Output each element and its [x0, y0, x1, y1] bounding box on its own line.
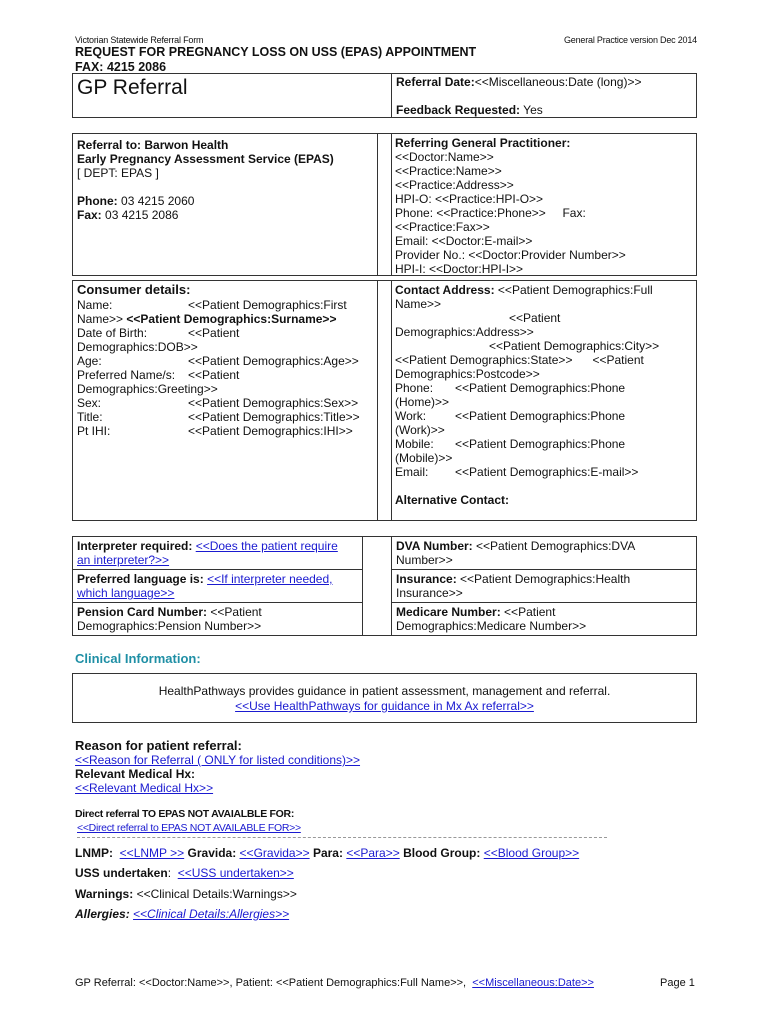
- form-fax: FAX: 4215 2086: [75, 60, 167, 74]
- interpreter-link[interactable]: <<Does the patient require: [195, 539, 338, 553]
- footer-date-link[interactable]: <<Miscellaneous:Date>>: [472, 977, 594, 989]
- pref-value[interactable]: <<Patient: [188, 368, 240, 382]
- page-number: Page 1: [660, 977, 695, 989]
- dob-value[interactable]: Demographics:DOB>>: [77, 340, 198, 354]
- sex-value[interactable]: <<Patient Demographics:Sex>>: [188, 396, 359, 410]
- ihi-value[interactable]: <<Patient Demographics:IHI>>: [188, 424, 353, 438]
- divider: [377, 280, 378, 521]
- consumer-heading: Consumer details:: [77, 282, 191, 297]
- contact-addr[interactable]: <<Patient: [509, 311, 561, 325]
- feedback-value[interactable]: Yes: [523, 103, 543, 117]
- referral-fax: 03 4215 2086: [105, 208, 179, 222]
- para-label: Para:: [312, 846, 343, 860]
- referral-phone: 03 4215 2060: [121, 194, 195, 208]
- referral-date-label: Referral Date:: [396, 75, 475, 89]
- form-version: General Practice version Dec 2014: [564, 35, 697, 45]
- email-label: Email:: [395, 465, 429, 479]
- referral-phone-label: Phone:: [77, 194, 118, 208]
- direct-link[interactable]: <<Direct referral to EPAS NOT AVAILABLE FOR>>: [77, 822, 301, 834]
- pension-value[interactable]: Demographics:Pension Number>>: [77, 619, 262, 633]
- divider: [391, 133, 392, 276]
- pref-label: Preferred Name/s:: [77, 368, 176, 382]
- interpreter-cell: [77, 539, 338, 567]
- allergies-label: Allergies:: [75, 907, 130, 921]
- blood-link[interactable]: <<Blood Group>>: [483, 846, 580, 860]
- medicare-label: Medicare Number:: [396, 605, 501, 619]
- medicare-value[interactable]: <<Patient: [504, 605, 556, 619]
- reason-link[interactable]: <<Reason for Referral ( ONLY for listed conditions)>>: [75, 753, 361, 767]
- mobile-value[interactable]: (Mobile)>>: [395, 451, 453, 465]
- sex-label: Sex:: [77, 396, 102, 410]
- insurance-value[interactable]: Insurance>>: [396, 586, 463, 600]
- age-value[interactable]: <<Patient Demographics:Age>>: [188, 354, 359, 368]
- blood-label: Blood Group:: [403, 846, 481, 860]
- referral-date-value[interactable]: <<Miscellaneous:Date (long)>>: [474, 75, 642, 89]
- gp-line: Email: <<Doctor:E-mail>>: [395, 234, 533, 248]
- contact-postcode[interactable]: Demographics:Postcode>>: [395, 367, 540, 381]
- age-label: Age:: [77, 354, 102, 368]
- work-value[interactable]: <<Patient Demographics:Phone: [455, 409, 626, 423]
- gp-line: HPI-O: <<Practice:HPI-O>>: [395, 192, 544, 206]
- gp-line: <<Practice:Address>>: [395, 178, 514, 192]
- healthpathways-box: [72, 673, 697, 723]
- allergies-row: [75, 907, 289, 921]
- contact-addr[interactable]: Demographics:Address>>: [395, 325, 534, 339]
- divider: [391, 73, 392, 118]
- form-title: REQUEST FOR PREGNANCY LOSS ON USS (EPAS) APPOINTMENT: [75, 45, 477, 59]
- gp-line: <<Practice:Fax>>: [395, 220, 490, 234]
- referral-to-label: Referral to:: [77, 138, 142, 152]
- phone-value[interactable]: (Home)>>: [395, 395, 450, 409]
- divider: [391, 569, 697, 570]
- feedback: [396, 103, 543, 117]
- pension-cell: [77, 605, 262, 633]
- language-label: Preferred language is:: [77, 572, 204, 586]
- medicare-value[interactable]: Demographics:Medicare Number>>: [396, 619, 587, 633]
- lnmp-label: LNMP:: [75, 846, 113, 860]
- email-value[interactable]: <<Patient Demographics:E-mail>>: [455, 465, 639, 479]
- divider: [391, 602, 697, 603]
- pension-label: Pension Card Number:: [77, 605, 208, 619]
- consumer-details: [77, 298, 377, 438]
- allergies-link[interactable]: <<Clinical Details:Allergies>>: [133, 907, 290, 921]
- dva-value[interactable]: Number>>: [396, 553, 453, 567]
- uss-link[interactable]: <<USS undertaken>>: [177, 866, 294, 880]
- footer: [75, 977, 594, 989]
- direct-label: Direct referral TO EPAS NOT AVAIALBLE FOR:: [75, 808, 295, 820]
- footer-text: GP Referral: <<Doctor:Name>>, Patient: <<Patient Demographics:Full Name>>,: [75, 977, 467, 989]
- divider: [391, 280, 392, 521]
- pension-value[interactable]: <<Patient: [210, 605, 262, 619]
- hx-label: Relevant Medical Hx:: [75, 767, 196, 781]
- contact-addr[interactable]: <<Patient Demographics:Full: [497, 283, 653, 297]
- feedback-label: Feedback Requested:: [396, 103, 521, 117]
- divider: [72, 602, 362, 603]
- phone-value[interactable]: <<Patient Demographics:Phone: [455, 381, 626, 395]
- uss-row: USS undertaken: <<USS undertaken>>: [75, 866, 294, 880]
- form-name: Victorian Statewide Referral Form: [75, 35, 204, 45]
- referring-gp-label: Referring General Practitioner:: [395, 136, 571, 150]
- divider: [72, 569, 362, 570]
- divider: [377, 133, 378, 276]
- contact-city[interactable]: <<Patient Demographics:City>>: [489, 339, 660, 353]
- divider: [362, 536, 363, 636]
- divider: [77, 837, 607, 838]
- warnings-row: [75, 887, 297, 901]
- dob-label: Date of Birth:: [77, 326, 148, 340]
- warnings-label: Warnings:: [75, 887, 134, 901]
- language-cell: [77, 572, 332, 600]
- contact-addr[interactable]: Name>>: [395, 297, 442, 311]
- clinical-heading: Clinical Information:: [75, 651, 201, 666]
- insurance-label: Insurance:: [396, 572, 457, 586]
- medicare-cell: [396, 605, 586, 633]
- referral-date: [396, 75, 641, 89]
- referral-to-service: Early Pregnancy Assessment Service (EPAS): [77, 152, 334, 166]
- insurance-cell: [396, 572, 630, 600]
- surname-value[interactable]: <<Patient Demographics:Surname>>: [126, 312, 337, 326]
- interpreter-link[interactable]: an interpreter?>>: [77, 553, 170, 567]
- work-label: Work:: [395, 409, 427, 423]
- reason-heading: Reason for patient referral:: [75, 738, 242, 753]
- referral-fax-label: Fax:: [77, 208, 102, 222]
- gp-line: <<Practice:Name>>: [395, 164, 502, 178]
- gp-line: HPI-I: <<Doctor:HPI-I>>: [395, 262, 524, 276]
- dva-cell: [396, 539, 635, 567]
- name-label: Name:: [77, 298, 113, 312]
- alt-contact-label: Alternative Contact:: [395, 493, 510, 507]
- page-title: GP Referral: [77, 76, 188, 99]
- work-value[interactable]: (Work)>>: [395, 423, 445, 437]
- lnmp-link[interactable]: <<LNMP >>: [119, 846, 185, 860]
- referral-to-dept: [ DEPT: EPAS ]: [77, 166, 159, 180]
- hx-link[interactable]: <<Relevant Medical Hx>>: [75, 781, 214, 795]
- divider: [391, 536, 392, 636]
- mobile-label: Mobile:: [395, 437, 434, 451]
- title-value[interactable]: <<Patient Demographics:Title>>: [188, 410, 360, 424]
- language-link[interactable]: which language>>: [77, 586, 175, 600]
- lnmp-row: [75, 846, 579, 860]
- pref-value[interactable]: Demographics:Greeting>>: [77, 382, 218, 396]
- dob-value[interactable]: <<Patient: [188, 326, 240, 340]
- contact-details: [395, 283, 695, 507]
- referral-to-org: Barwon Health: [144, 138, 229, 152]
- mobile-value[interactable]: <<Patient Demographics:Phone: [455, 437, 626, 451]
- name-value[interactable]: Name>>: [77, 312, 124, 326]
- name-value[interactable]: <<Patient Demographics:First: [188, 298, 347, 312]
- interpreter-label: Interpreter required:: [77, 539, 193, 553]
- title-label: Title:: [77, 410, 103, 424]
- referral-to: [77, 138, 372, 222]
- contact-state[interactable]: <<Patient Demographics:State>> <<Patient: [395, 353, 644, 367]
- gp-line: Phone: <<Practice:Phone>> Fax:: [395, 206, 586, 220]
- gravida-label: Gravida:: [187, 846, 237, 860]
- gp-line: <<Doctor:Name>>: [395, 150, 494, 164]
- gp-line: Provider No.: <<Doctor:Provider Number>>: [395, 248, 626, 262]
- uss-label: USS undertaken: [75, 866, 168, 880]
- language-link[interactable]: <<If interpreter needed,: [207, 572, 333, 586]
- gravida-link[interactable]: <<Gravida>>: [239, 846, 310, 860]
- healthpathways-text: HealthPathways provides guidance in patient assessment, management and referral.: [158, 684, 611, 698]
- phone-label: Phone:: [395, 381, 434, 395]
- ihi-label: Pt IHI:: [77, 424, 111, 438]
- dva-value[interactable]: <<Patient Demographics:DVA: [476, 539, 636, 553]
- warnings-value[interactable]: <<Clinical Details:Warnings>>: [136, 887, 297, 901]
- insurance-value[interactable]: <<Patient Demographics:Health: [460, 572, 631, 586]
- healthpathways-link[interactable]: <<Use HealthPathways for guidance in Mx Ax referral>>: [235, 699, 534, 713]
- para-link[interactable]: <<Para>>: [346, 846, 400, 860]
- referring-gp: [395, 136, 695, 276]
- contact-label: Contact Address:: [395, 283, 495, 297]
- dva-label: DVA Number:: [396, 539, 473, 553]
